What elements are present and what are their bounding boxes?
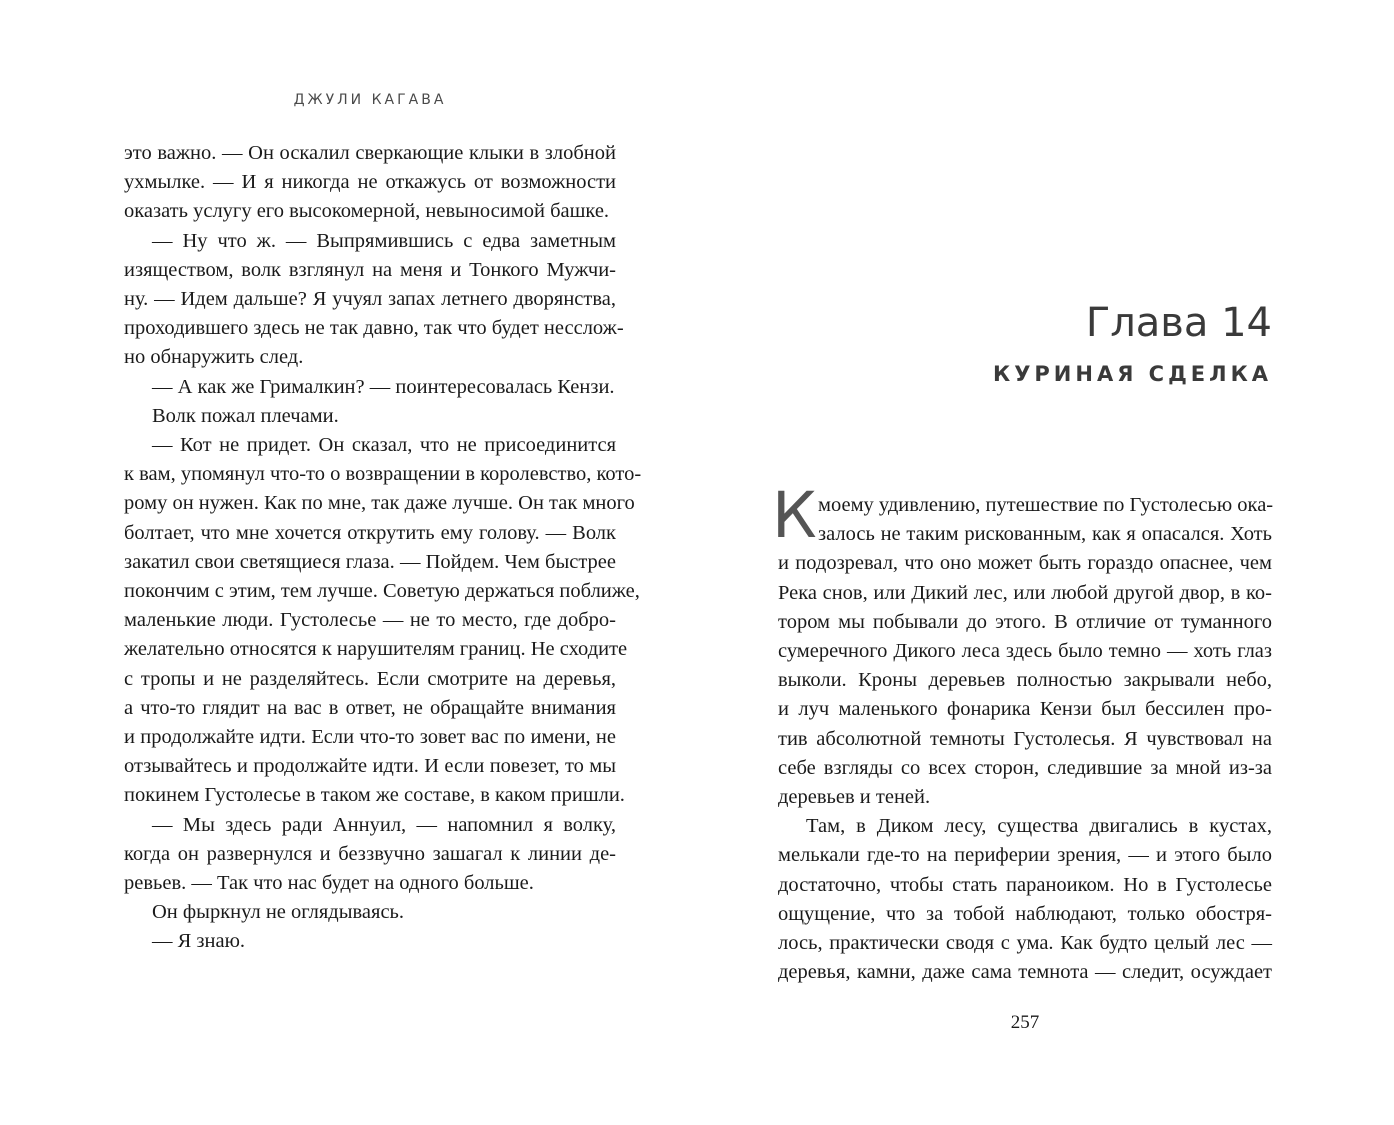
right-page [697,0,1394,1125]
text-line: отзывайтесь и продолжайте идти. И если повезет, то мы [124,755,616,778]
text-line: Он фыркнул не оглядываясь. [152,901,405,924]
text-line: изяществом, волк взглянул на меня и Тонкого Мужчи- [124,258,616,281]
text-line: проходившего здесь не так давно, так что будет несслож- [124,317,624,340]
drop-cap: К [772,479,817,552]
text-line: — Мы здесь ради Аннуил, — напомнил я волку, [152,813,616,836]
text-line: болтает, что мне хочется открутить ему голову. — Волк [124,521,616,544]
text-line: желательно относятся к нарушителям границ. Не сходите [124,638,628,661]
text-line: — Я знаю. [152,930,246,953]
running-head: ДЖУЛИ КАГАВА [293,92,447,108]
text-line: Волк пожал плечами. [152,404,339,427]
text-line: ревьев. — Так что нас будет на одного больше. [124,872,534,895]
text-line: и подозревал, что оно может быть гораздо опаснее, чем [778,552,1272,575]
text-line: с тропы и не разделяйтесь. Если смотрите на деревья, [124,667,616,690]
text-line: сумеречного Дикого леса здесь было темно — хоть глаз [778,640,1272,663]
text-line: тором мы побывали до этого. В отличие от туманного [778,610,1272,633]
text-line: это важно. — Он оскалил сверкающие клыки в злобной [124,142,616,164]
text-line: Там, в Диком лесу, существа двигались в кустах, [806,815,1272,838]
text-line: ухмылке. — И я никогда не откажусь от возможности [124,171,616,194]
text-line: но обнаружить след. [124,346,304,369]
text-line: — А как же Грималкин? — поинтересовалась Кензи. [152,375,615,398]
text-line: рому он нужен. Как по мне, так даже лучше. Он так много [124,492,635,515]
right-body-text [772,479,1274,987]
text-line: себе взгляды со всех сторон, следившие за мной из-за [778,756,1272,779]
text-line: Река снов, или Дикий лес, или любой другой двор, в ко- [778,581,1272,604]
text-line: ну. — Идем дальше? Я учуял запах летнего дворянства, [124,288,616,311]
text-line: а что-то глядит на вас в ответ, не обращайте внимания [124,696,616,719]
chapter-subtitle: КУРИНАЯ СДЕЛКА [993,362,1272,386]
text-line: оказать услугу его высокомерной, невыносимой башке. [124,200,610,223]
text-line: — Кот не придет. Он сказал, что не присоединится [152,434,616,457]
text-line: маленькие люди. Густолесье — не то место, где добро- [124,609,616,632]
text-line: и продолжайте идти. Если что-то зовет вас по имени, не [124,726,616,749]
text-line: деревья, камни, даже сама темнота — следит, осуждает [778,961,1272,984]
chapter-title: Глава 14 [1085,300,1272,346]
text-line: выколи. Кроны деревьев полностью закрывали небо, [778,669,1272,692]
page-number: 257 [1010,1012,1040,1033]
text-line: когда он развернулся и беззвучно зашагал к линии де- [124,842,616,865]
text-line: покинем Густолесье в таком же составе, в каком пришли. [124,784,625,807]
text-line: моему удивлению, путешествие по Густолесью ока- [818,494,1274,516]
text-line: ощущение, что за тобой наблюдают, только обостря- [778,902,1272,925]
text-line: достаточно, чтобы стать параноиком. Но в Густолесье [778,873,1272,896]
text-line: залось не таким рискованным, как я опасался. Хоть [818,523,1272,546]
text-line: деревьев и теней. [778,786,931,809]
text-line: мелькали где-то на периферии зрения, — и этого было [778,844,1272,867]
text-line: лось, практически сводя с ума. Как будто целый лес — [778,932,1272,955]
text-line: покончим с этим, тем лучше. Советую держаться поближе, [124,580,640,603]
text-line: тив абсолютной темноты Густолесья. Я чувствовал на [778,727,1272,750]
left-body-text [124,139,642,957]
text-line: — Ну что ж. — Выпрямившись с едва заметным [152,229,616,252]
text-line: и луч маленького фонарика Кензи был бессилен про- [778,698,1272,721]
text-line: закатил свои светящиеся глаза. — Пойдем. Чем быстрее [124,550,616,573]
text-line: к вам, упомянул что-то о возвращении в королевство, кото- [124,463,642,486]
